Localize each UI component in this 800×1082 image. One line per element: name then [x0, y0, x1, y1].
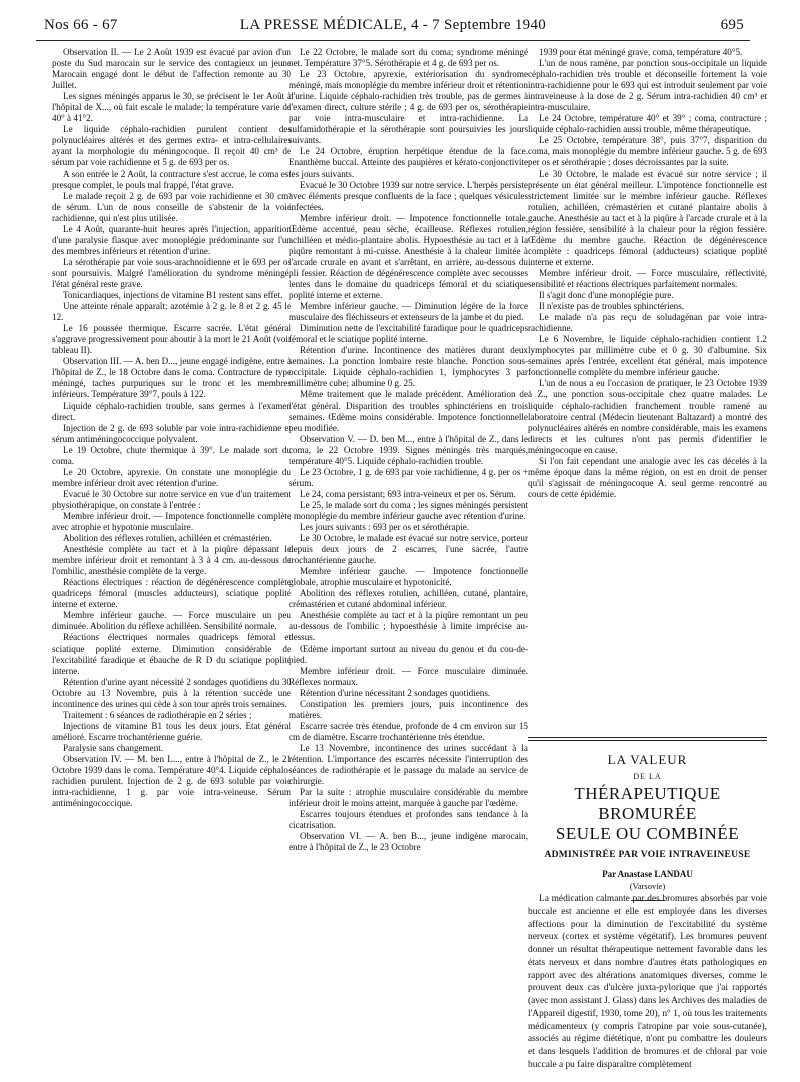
paragraph: A son entrée le 2 Août, la contracture s'est accrue, le coma est presque complet, le pouls mal frappé, l'état grave.: [52, 168, 291, 190]
paragraph: Observation III. — A. ben D..., jeune engagé indigène, entre à l'hôpital de Z., le 18 Octobre dans le coma. Contracture de type méningé, taches purpuriques sur le tronc et les membres inférieurs. Température 39°7, pouls à 122.: [52, 356, 291, 400]
paragraph: Membre inférieur droit. — Impotence fonctionnelle totale. Œdème accentué, peau sèche, écailleuse. Réflexes rotulien, achilléen et médio-plantaire abolis. Hypoesthésie au tact et à la piqûre remontant à mi-cuisse. Anesthésie à la chaleur limitée à l'arcade crurale en avant et s'arrêtant, en arrière, au-dessous du pli fessier. Réaction de dégénérescence complète avec secousses lentes dans le domaine du quadriceps fémoral et du sciatique poplité interne et externe.: [289, 212, 528, 301]
issue-date: 4 - 7 Septembre 1940: [410, 17, 547, 33]
paragraph: Le 4 Août, quarante-huit heures après l'injection, apparition d'une paralysie flasque avec monoplégie prédominante sur l'un des membres inférieurs et rétention d'urine.: [52, 223, 291, 256]
paragraph: Tonicardiaques, injections de vitamine B1 restent sans effet.: [63, 290, 283, 301]
paragraph: Le 20 Octobre, apyrexie. On constate une monoplégie du membre inférieur droit avec rétention d'urine.: [52, 466, 291, 488]
article-author-location: (Varsovie): [629, 881, 666, 891]
article-body: [528, 893, 767, 1072]
paragraph: Le 25 Octobre, température 38°, puis 37°7, disparition du coma, mais monoplégie du membre inférieur gauche. 5 g. de 693 per os et sérothérapie ; doses décroissantes par la suite.: [528, 135, 767, 168]
paragraph: Les signes méningés apparus le 30, se précisent le 1er Août à l'hôpital de X..., où fait escale le malade; la température varie de 40° à 41°2.: [52, 91, 291, 124]
header-title: [36, 17, 750, 34]
paragraph: Le 19 Octobre, chute thermique à 39°. Le malade sort du coma.: [52, 444, 291, 466]
journal-name: LA PRESSE MÉDICALE,: [239, 17, 407, 33]
column-2: [289, 47, 528, 853]
paragraph: La sérothérapie par voie sous-arachnoïdienne et le 693 per os sont poursuivis. Malgré l'amélioration du syndrome méningé, l'état général reste grave.: [52, 256, 291, 289]
paragraph: Constipation les premiers jours, puis incontinence des matières.: [289, 698, 528, 720]
paragraph: Réactions électriques : réaction de dégénérescence complète quadriceps fémoral (muscles adducteurs), sciatique poplité interne et externe.: [52, 577, 291, 610]
article-author: Par Anastase LANDAU: [602, 869, 693, 879]
article-heading: [528, 752, 767, 901]
paragraph: Escarres toujours étendues et profondes sans tendance à la cicatrisation.: [289, 809, 528, 831]
paragraph: Evacué le 30 Octobre sur notre service en vue d'un traitement physiothérapique, on constate à l'entrée :: [52, 488, 291, 510]
paragraph: Rétention d'urine nécessitant 2 sondages quotidiens.: [300, 687, 491, 698]
paragraph: Le 22 Octobre, le malade sort du coma; syndrome méningé net. Température 37°5. Sérothérapie et 4 g. de 693 per os.: [289, 47, 528, 69]
paragraph: Diminution nette de l'excitabilité faradique pour le quadriceps fémoral et le sciatique poplité interne.: [289, 323, 528, 345]
article-title-line-1: LA VALEUR: [607, 752, 688, 767]
paragraph: Observation VI. — A. ben B..., jeune indigène marocain, entre à l'hôpital de Z., le 23 Octobre: [289, 831, 528, 853]
paragraph: Membre inférieur droit. — Force musculaire diminuée. Réflexes normaux.: [289, 665, 528, 687]
paragraph: Œdème important surtout au niveau du genou et du cou-de-pied.: [289, 643, 528, 665]
paragraph: Membre inférieur gauche. — Force musculaire un peu diminuée. Abolition du réflexe achilléen. Sensibilité normale.: [52, 610, 291, 632]
paragraph: Il s'agit donc d'une monoplégie pure.: [539, 290, 674, 301]
paragraph: Même traitement que le malade précédent. Amélioration de l'état général. Disparition des troubles sphinctériens en trois semaines. Œdème moins considérable. Impotence fonctionnelle peu modifiée.: [289, 389, 528, 433]
paragraph: Anesthésie complète au tact et à la piqûre remontant un peu au-dessous de l'ombilic ; hypoesthésie à limite imprécise au-dessus.: [289, 610, 528, 643]
paragraph: Le 25, le malade sort du coma ; les signes méningés persistent ; monoplégie du membre inférieur gauche avec rétention d'urine.: [289, 499, 528, 521]
paragraph: 1939 pour état méningé grave, coma, température 40°5.: [539, 47, 743, 57]
paragraph: Le 30 Octobre, le malade est évacué sur notre service, porteur depuis deux jours de 2 escarres, l'une sacrée, l'autre trochantérienne gauche.: [289, 533, 528, 566]
paragraph: Abolition des réflexes rotulien, achilléen, cutané, plantaire, crémastérien et cutané abdominal inférieur.: [289, 588, 528, 610]
paragraph: Les jours suivants : 693 per os et sérothérapie.: [300, 522, 470, 533]
paragraph: Injections de vitamine B1 tous les deux jours. Etat général amélioré. Escarre trochantérienne guérie.: [52, 720, 291, 742]
paragraph: Le 13 Novembre, incontinence des urines succédant à la rétention. L'importance des escarres nécessite l'interruption des séances de radiothérapie et le passage du malade au service de chirurgie.: [289, 742, 528, 787]
paragraph: Membre inférieur droit. — Force musculaire, réflectivité, sensibilité et réactions électriques parfaitement normales.: [528, 267, 767, 289]
article-divider: [528, 737, 767, 738]
paragraph: Anesthésie complète au tact et à la piqûre dépassant le membre inférieur droit et remontant à 3 à 4 cm. au-dessous de l'ombilic, anesthésie complète de la verge.: [52, 544, 291, 577]
paragraph: Le malade reçoit 2 g. de 693 par voie rachidienne et 30 cm³ de sérum. L'un de nous conseille de s'abstenir de la voie rachidienne, qui n'est plus utilisée.: [52, 190, 291, 223]
issue-number: Nos 66 - 67: [44, 17, 118, 33]
paragraph: Escarre sacrée très étendue, profonde de 4 cm environ sur 15 cm de diamètre. Escarre trochantérienne très étendue.: [289, 720, 528, 742]
column-3: [528, 47, 767, 500]
paragraph: Rétention d'urine ayant nécessité 2 sondages quotidiens du 30 Octobre au 13 Novembre, puis à la rétention succède une incontinence des urines qui cède à son tour après trois semaines.: [52, 676, 291, 709]
paragraph: Membre inférieur droit. — Impotence fonctionnelle complète avec atrophie et hypotonie musculaire.: [52, 510, 291, 533]
paragraph: Le 24 Octobre, éruption herpétique étendue de la face. Enanthème buccal. Atteinte des paupières et kérato-conjonctivite les jours suivants.: [289, 146, 528, 179]
article-title-line-3: THÉRAPEUTIQUE BROMURÉE: [574, 784, 721, 823]
paragraph: L'un de nous a eu l'occasion de pratiquer, le 23 Octobre 1939 à Z., une ponction sous-occipitale chez quatre malades. Le liquide céphalo-rachidien franchement trouble ramené au laboratoire central (Médecin lieutenant Baltazard) a montré des polynucléaires altérés en nombre considérable, mais les examens directs et les cultures n'ont pas permis d'identifier le méningocoque en cause.: [528, 378, 767, 455]
paragraph: Membre inférieur gauche. — Impotence fonctionnelle globale, atrophie musculaire et hypotonicité.: [289, 566, 528, 588]
paragraph: Le 16 poussée thermique. Escarre sacrée. L'état général s'aggrave progressivement pour aboutir à la mort le 21 Août (voir tableau II).: [52, 323, 291, 356]
article-title-line-2: DE LA: [633, 772, 662, 781]
paragraph: Evacué le 30 Octobre 1939 sur notre service. L'herpès persiste avec éléments presque confluents de la face ; quelques vésicules infectées.: [289, 179, 528, 212]
paragraph: Injection de 2 g. de 693 soluble par voie intra-rachidienne et sérum antiméningococcique polyvalent.: [52, 422, 291, 444]
article-title-line-4: SEULE OU COMBINÉE: [555, 824, 740, 843]
paragraph: Observation V. — D. ben M..., entre à l'hôpital de Z., dans le coma, le 22 Octobre 1939. Signes méningés très marqués, température 40°5. Liquide céphalo-rachidien trouble.: [289, 433, 528, 466]
paragraph: Le 23 Octobre, 1 g. de 693 par voie rachidienne, 4 g. per os + sérum.: [289, 466, 528, 488]
paragraph: Le malade n'a pas reçu de soludagénan par voie intra-rachidienne.: [528, 312, 767, 334]
paragraph: Abolition des réflexes rotulien, achilléen et crémastérien.: [63, 533, 272, 544]
paragraph: Par la suite : atrophie musculaire considérable du membre inférieur droit le moins atteint, marquée à gauche par l'œdème.: [289, 787, 528, 809]
paragraph: Le 23 Octobre, apyrexie, extériorisation du syndrome méningé, mais monoplégie du membre inférieur droit et rétention d'urine. Liquide céphalo-rachidien très trouble, pas de germes à l'examen direct, culture stérile ; 4 g. de 693 per os, sérothérapie par voie intra-musculaire et intra-rachidienne. La sulfamidothérapie et la sérothérapie sont poursuivies les jours suivants.: [289, 69, 528, 146]
paragraph: Traitement : 6 séances de radiothérapie en 2 séries ;: [63, 709, 252, 720]
paragraph: Réactions électriques normales quadriceps fémoral et sciatique poplité externe. Diminution considérable de l'excitabilité faradique et ébauche de R D du sciatique poplité interne.: [52, 632, 291, 676]
paragraph: Si l'on fait cependant une analogie avec les cas décelés à la même époque dans la même région, on est en droit de penser qu'il s'agissait de méningocoque A. seul germe rencontré au cours de cette épidémie.: [528, 455, 767, 499]
page-header: [36, 14, 750, 41]
paragraph: Le 24 Octobre, température 40° et 39° ; coma, contracture ; liquide céphalo-rachidien aussi trouble, même thérapeutique.: [528, 113, 767, 135]
paragraph: Membre inférieur gauche. — Diminution légère de la force musculaire des fléchisseurs et extenseurs de la jambe et du pied.: [289, 301, 528, 323]
paragraph: Le liquide céphalo-rachidien purulent contient des polynucléaires altérés et des germes extra- et intra-cellulaires ayant la morphologie du méningocoque. Il reçoit 40 cm³ de sérum par voie rachidienne et 5 g. de 693 per os.: [52, 124, 291, 168]
paragraph: Liquide céphalo-rachidien trouble, sans germes à l'examen direct.: [52, 400, 291, 422]
paragraph: Une atteinte rénale apparaît; azotémie à 2 g. le 8 et 2 g. 45 le 12.: [52, 301, 291, 323]
column-1: [52, 47, 291, 809]
paragraph: L'un de nous ramène, par ponction sous-occipitale un liquide céphalo-rachidien très trouble et déconseille fortement la voie intra-rachidienne pour le 693 qui est introduit seulement par voie intraveineuse à la dose de 2 g. Sérum intra-rachidien 40 cm³ et intra-musculaire.: [528, 58, 767, 113]
paragraph: Le 24, coma persistant; 693 intra-veineux et per os. Sérum.: [300, 488, 516, 499]
article-paragraph: La médication calmante par des bromures absorbés par voie buccale est ancienne et elle est employée dans les diverses affections pour la diminution de l'excitabilité du système nerveux (cortex et système végétatif). Les bromures peuvent donner un résultat thérapeutique nettement favorable dans les états nerveux et dans nombre d'autres états pathologiques en rapport avec des altérations anatomiques diverses, comme le prouvent deux cas d'ulcère juxta-pylorique que j'ai rapportés (avec mon assistant J. Glass) dans les Archives des maladies de l'Appareil digestif, 1930, tome 20), n° 1, où tous les traitements médicamenteux (y compris l'atropine par voie sous-cutanée), associés au régime diététique, n'ont pu combattre les douleurs et dans lesquels l'addition de bromures et de chloral par voie buccale a pu faire disparaître complètement: [528, 894, 767, 1070]
paragraph: Rétention d'urine. Incontinence des matières durant deux semaines. La ponction lombaire reste blanche. Ponction sous-occipitale. Liquide céphalo-rachidien 1, lymphocytes 3 par millimètre cube; albumine 0 g. 25.: [289, 345, 528, 389]
paragraph: Observation IV. — M. ben L..., entre à l'hôpital de Z., le 21 Octobre 1939 dans le coma. Température 40°4. Liquide céphalo-rachidien purulent. Injection de 2 g. de 693 soluble par voie intra-rachidienne, 1 g. par voie intra-veineuse. Sérum antiméningococcique.: [52, 754, 291, 809]
paragraph: Le 30 Octobre, le malade est évacué sur notre service ; il présente un état général meilleur. L'impotence fonctionnelle est strictement limitée sur le membre inférieur gauche. Réflexes rotulien, achilléen, crémastérien et cutané plantaire abolis à gauche. Anesthésie au tact et à la piqûre à l'arcade crurale et à la région fessière, sensibilité à la chaleur pour la région fessière. Œdème du membre gauche. Réaction de dégénérescence complète : quadriceps fémoral (adducteurs) sciatique poplité interne et externe.: [528, 168, 767, 267]
page-number: 695: [720, 17, 744, 33]
paragraph: Observation II. — Le 2 Août 1939 est évacué par avion d'un poste du Sud marocain sur le service des contagieux un jeune Marocain engagé dont le début de l'affection remonte au 30 Juillet.: [52, 47, 291, 91]
paragraph: Il n'existe pas de troubles sphinctériens.: [539, 301, 685, 312]
paragraph: Paralysie sans changement.: [63, 742, 164, 753]
article-subtitle: ADMINISTRÉE PAR VOIE INTRAVEINEUSE: [544, 850, 751, 860]
article-divider-thin: [528, 740, 767, 741]
paragraph: Le 6 Novembre, le liquide céphalo-rachidien contient 1.2 lymphocytes par millimètre cube et 0 g. 30 d'albumine. Six semaines après l'entrée, excellent état général, mais impotence fonctionnelle complète du membre inférieur gauche.: [528, 334, 767, 378]
